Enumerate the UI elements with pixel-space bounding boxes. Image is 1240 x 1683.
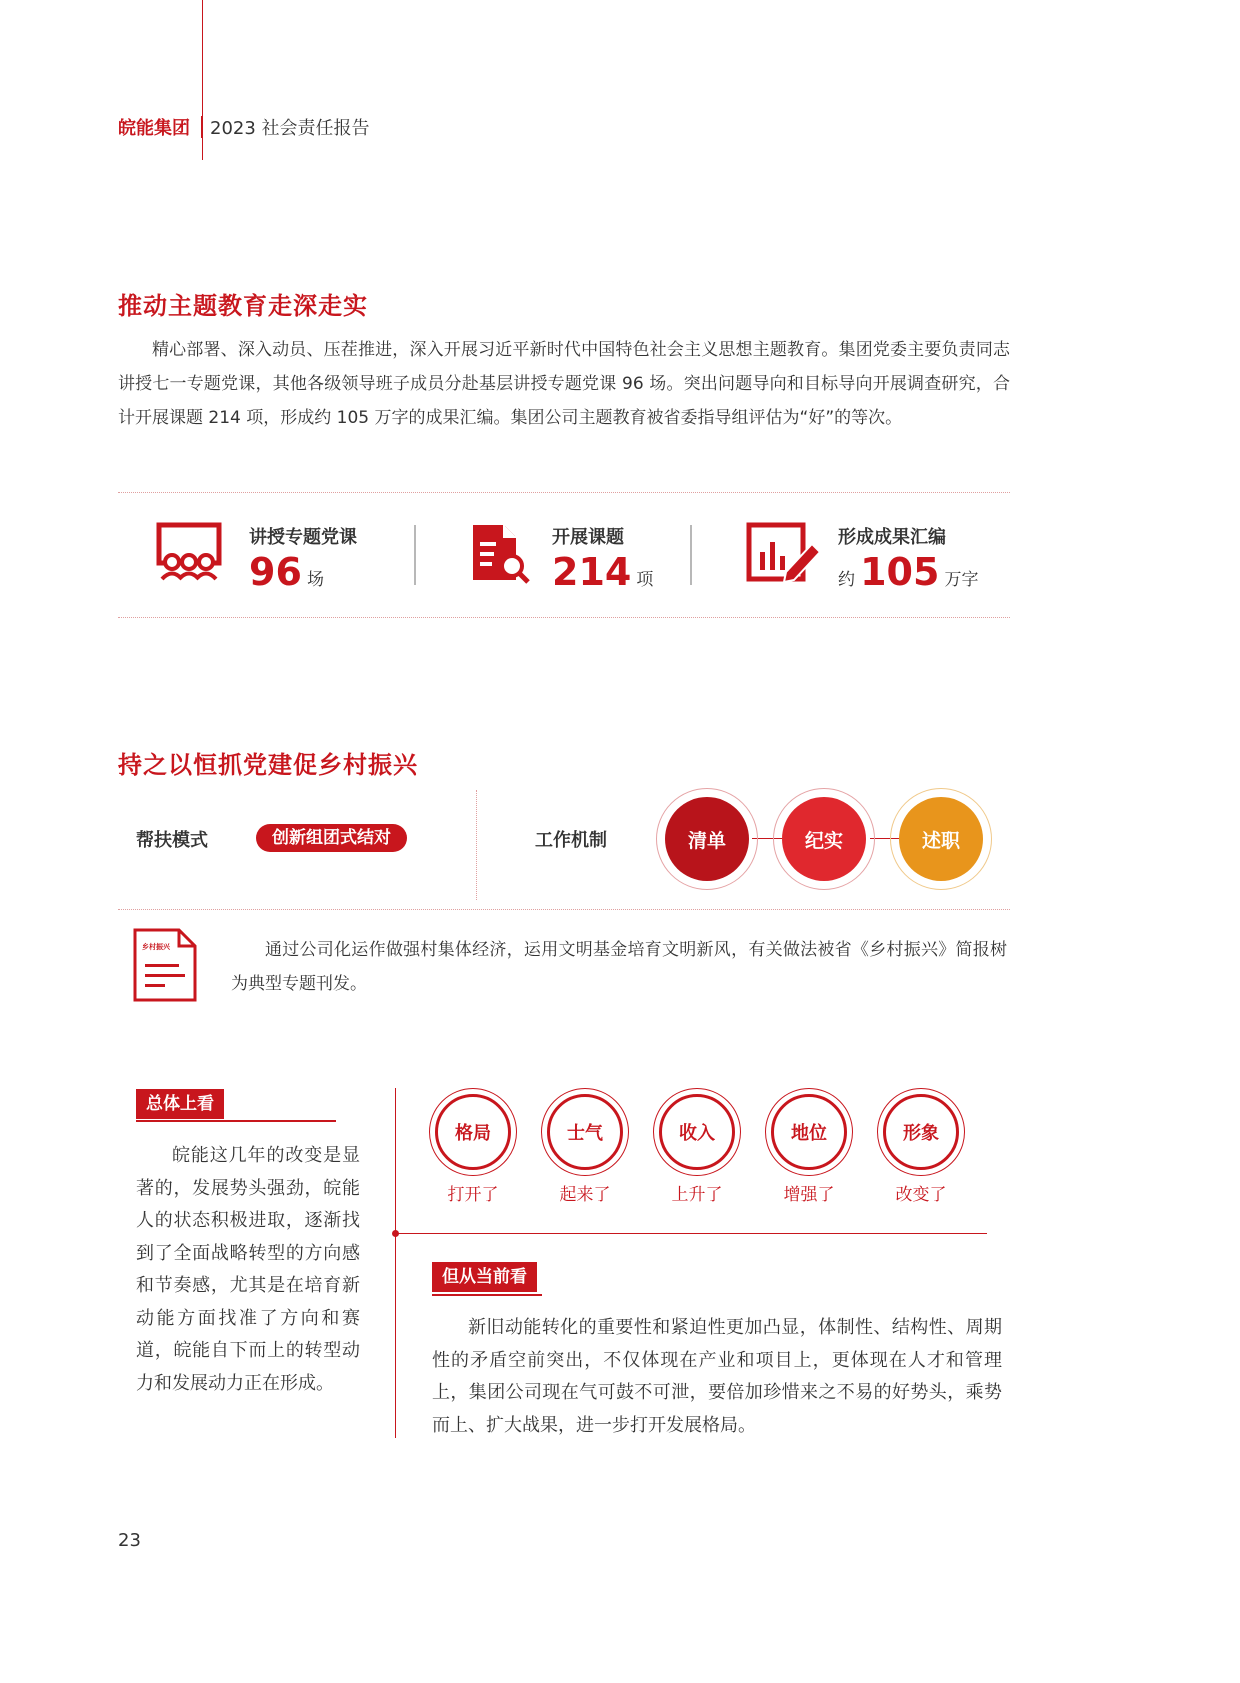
- stats-top-divider: [118, 492, 1010, 493]
- impact-circle: [541, 1088, 629, 1176]
- stat-divider: [690, 525, 692, 585]
- impact-circle-sub: 改变了: [895, 1185, 947, 1205]
- section2-title: 持之以恒抓党建促乡村振兴: [118, 751, 418, 779]
- header-brand: 皖能集团: [118, 118, 190, 139]
- section3-horizontal-line: [395, 1233, 987, 1234]
- impact-circle-sub: 起来了: [559, 1185, 611, 1205]
- page-number: 23: [118, 1530, 141, 1551]
- impact-circle-title: 士气: [547, 1094, 623, 1170]
- stat-value: 105: [860, 550, 940, 594]
- stats-bottom-divider: [118, 617, 1010, 618]
- impact-circle-sub: 打开了: [447, 1185, 499, 1205]
- stat-value: 96: [249, 550, 302, 594]
- document-icon-text: 乡村振兴: [142, 943, 170, 951]
- header-vertical-line: [202, 0, 203, 160]
- impact-circle-title: 收入: [659, 1094, 735, 1170]
- mechanism-circle-label: 纪实: [782, 797, 866, 881]
- document-search-icon: [470, 522, 532, 588]
- stat-label: 讲授专题党课: [249, 527, 357, 548]
- section3-junction-dot: [392, 1230, 399, 1237]
- section2-vertical-divider: [476, 790, 477, 900]
- current-tag-underline: [432, 1294, 542, 1296]
- stat-unit: 万字: [944, 570, 979, 590]
- section2-divider: [118, 909, 1010, 910]
- stat-value: 214: [552, 550, 632, 594]
- mechanism-circle-label: 清单: [665, 797, 749, 881]
- impact-circle-title: 格局: [435, 1094, 511, 1170]
- overall-tag: 总体上看: [136, 1089, 224, 1119]
- mechanism-circle: [656, 788, 758, 890]
- mechanism-circle: [890, 788, 992, 890]
- impact-circle-title: 形象: [883, 1094, 959, 1170]
- impact-circle: [765, 1088, 853, 1176]
- mechanism-label: 工作机制: [535, 830, 607, 851]
- header-title: 2023 社会责任报告: [210, 118, 370, 139]
- impact-circle: [429, 1088, 517, 1176]
- overall-text: 皖能这几年的改变是显著的，发展势头强劲，皖能人的状态积极进取，逐渐找到了全面战略转型的方向感和节奏感，尤其是在培育新动能方面找准了方向和赛道，皖能自下而上的转型动力和发展动力正在形成。: [136, 1145, 360, 1394]
- header-separator: [201, 116, 202, 138]
- stat-unit: 场: [306, 570, 324, 590]
- report-edit-icon: [746, 522, 822, 588]
- impact-circle: [877, 1088, 965, 1176]
- stat-value-group: [552, 550, 654, 594]
- stat-label: 开展课题: [552, 527, 624, 548]
- model-pill: 创新组团式结对: [256, 824, 407, 852]
- current-tag: 但从当前看: [432, 1262, 537, 1292]
- mechanism-circle: [773, 788, 875, 890]
- impact-circle-title: 地位: [771, 1094, 847, 1170]
- overall-tag-underline: [136, 1120, 336, 1122]
- model-label: 帮扶模式: [136, 830, 208, 851]
- impact-circle-sub: 上升了: [671, 1185, 723, 1205]
- stat-prefix: 约: [838, 570, 855, 590]
- section1-title: 推动主题教育走深走实: [118, 292, 368, 320]
- current-text: 新旧动能转化的重要性和紧迫性更加凸显，体制性、结构性、周期性的矛盾空前突出，不仅体现在产业和项目上，更体现在人才和管理上，集团公司现在气可鼓不可泄，要倍加珍惜来之不易的好势头，乘势而上、扩大战果，进一步打开发展格局。: [432, 1317, 1002, 1436]
- stat-divider: [414, 525, 416, 585]
- section2-note: 通过公司化运作做强村集体经济，运用文明基金培育文明新风，有关做法被省《乡村振兴》简报树为典型专题刊发。: [231, 940, 1007, 994]
- stat-value-group: [249, 550, 324, 594]
- section3-vertical-line: [395, 1088, 396, 1438]
- impact-circle: [653, 1088, 741, 1176]
- stat-value-group: [838, 550, 979, 594]
- document-icon: [133, 928, 197, 1006]
- stat-unit: 项: [636, 570, 654, 590]
- section1-paragraph: 精心部署、深入动员、压茬推进，深入开展习近平新时代中国特色社会主义思想主题教育。集团党委主要负责同志讲授七一专题党课，其他各级领导班子成员分赴基层讲授专题党课 96 场。突出问题导向和目标导向开展调查研究，合计开展课题 214 项，形成约 105 万字的成果汇编。集团公司主题教育被省委指导组评估为“好”的等次。: [118, 340, 1010, 428]
- stat-label: 形成成果汇编: [838, 527, 946, 548]
- classroom-icon: [156, 522, 222, 586]
- mechanism-circle-label: 述职: [899, 797, 983, 881]
- impact-circle-sub: 增强了: [783, 1185, 835, 1205]
